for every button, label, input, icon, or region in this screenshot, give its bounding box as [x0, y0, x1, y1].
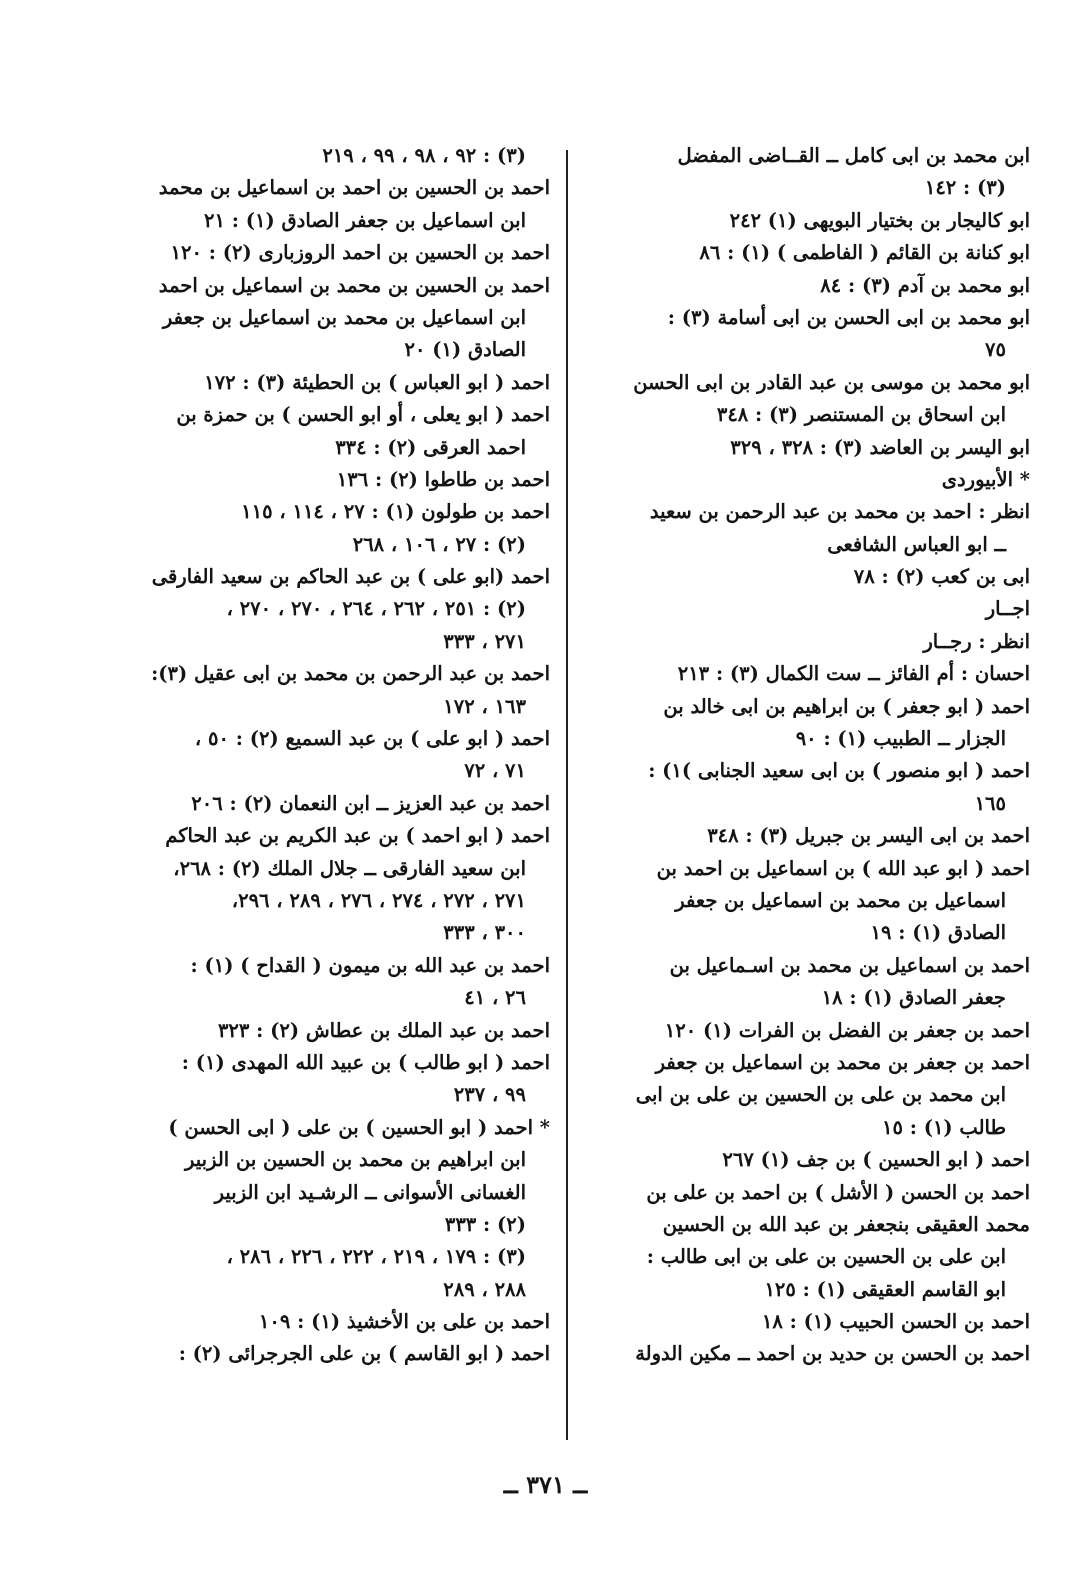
- left-column-line: (٢) : ٢٧ ، ١٠٦ ، ٢٦٨: [352, 532, 526, 556]
- left-column-line: ابن ابراهيم بن محمد بن الحسين بن الزبير: [185, 1148, 526, 1172]
- right-column-line: (٣) : ١٤٢: [924, 176, 1006, 200]
- right-column-line: ابى بن كعب (٢) : ٧٨: [853, 565, 1030, 589]
- left-column-line: ابن اسماعيل بن جعفر الصادق (١) : ٢١: [204, 208, 526, 232]
- left-column-line: ٣٠٠ ، ٣٣٣: [443, 921, 526, 945]
- right-column: [590, 140, 1030, 1371]
- left-column-line: احمد بن عبد الرحمن بن محمد بن ابى عقيل (٣):: [151, 662, 550, 686]
- left-column-line: احمد ( ابو طالب ) بن عبيد الله المهدى (١) :: [181, 1050, 550, 1074]
- right-column-line: انظر : رجــار: [923, 629, 1030, 653]
- right-column-line: الصادق (١) : ١٩: [870, 921, 1006, 945]
- left-column-line: ابن اسماعيل بن محمد بن اسماعيل بن جعفر: [162, 305, 526, 329]
- left-column-line: الصادق (١) ٢٠: [404, 338, 526, 362]
- left-column-line: * احمد ( ابو الحسين ) بن على ( ابى الحسن ): [168, 1115, 550, 1139]
- column-divider: [566, 150, 568, 1440]
- left-column-line: (٢) : ٢٥١ ، ٢٦٢ ، ٢٦٤ ، ٢٧٠ ، ٢٧٠ ،: [226, 597, 526, 621]
- left-column-line: احمد ( ابو القاسم ) بن على الجرجرائى (٢) :: [178, 1342, 550, 1366]
- right-column-line: احمد ( ابو الحسين ) بن جف (١) ٢٦٧: [722, 1148, 1030, 1172]
- right-column-line: احمد ( ابو عبد الله ) بن اسماعيل بن احمد بن: [656, 856, 1030, 880]
- left-column-line: ٧١ ، ٧٢: [464, 759, 526, 783]
- right-column-line: ابن اسحاق بن المستنصر (٣) : ٣٤٨: [716, 403, 1006, 427]
- right-column-line: احسان : أم الفائز ــ ست الكمال (٣) : ٢١٣: [677, 662, 1030, 686]
- right-column-line: ابو كاليجار بن بختيار البويهى (١) ٢٤٢: [729, 208, 1030, 232]
- left-column-line: احمد بن طاطوا (٢) : ١٣٦: [336, 467, 550, 491]
- right-column-line: ابو محمد بن موسى بن عبد القادر بن ابى الحسن: [633, 370, 1030, 394]
- left-column-line: احمد بن طولون (١) : ٢٧ ، ١١٤ ، ١١٥: [241, 500, 550, 524]
- left-column-line: احمد بن عبد الملك بن عطاش (٢) : ٣٢٣: [217, 1018, 550, 1042]
- left-column: [100, 140, 550, 1371]
- left-column-line: احمد (ابو على ) بن عبد الحاكم بن سعيد الفارقى: [151, 565, 550, 589]
- left-column-line: احمد بن عبد العزيز ــ ابن النعمان (٢) : ٢٠٦: [191, 791, 550, 815]
- left-column-line: (٣) : ٩٢ ، ٩٨ ، ٩٩ ، ٢١٩: [322, 144, 526, 167]
- right-column-line: محمد العقيقى بنجعفر بن عبد الله بن الحسين: [662, 1212, 1030, 1236]
- left-column-line: الغسانى الأسوانى ــ الرشـيد ابن الزبير: [214, 1180, 526, 1204]
- left-column-line: ٢٧١ ، ٣٣٣: [443, 629, 526, 653]
- left-column-line: احمد ( ابو العباس ) بن الحطيئة (٣) : ١٧٢: [204, 370, 550, 394]
- right-column-line: احمد بن ابى اليسر بن جبريل (٣) : ٣٤٨: [707, 824, 1030, 848]
- right-column-line: احمد بن الحسن ( الأشل ) بن احمد بن على بن: [646, 1180, 1030, 1204]
- right-column-line: انظر : احمد بن محمد بن عبد الرحمن بن سعيد: [649, 500, 1030, 524]
- left-column-line: ٢٦ ، ٤١: [464, 986, 526, 1010]
- left-column-line: ٢٨٨ ، ٢٨٩: [443, 1277, 526, 1301]
- right-column-line: احمد بن جعفر بن الفضل بن الفرات (١) ١٢٠: [664, 1018, 1030, 1042]
- right-column-line: ١٦٥: [974, 791, 1006, 815]
- right-column-line: احمد بن جعفر بن محمد بن اسماعيل بن جعفر: [655, 1050, 1030, 1074]
- left-column-line: (٢) : ٣٣٣: [444, 1212, 526, 1236]
- right-column-line: احمد بن اسماعيل بن محمد بن اسـماعيل بن: [669, 953, 1030, 977]
- left-column-line: احمد ( ابو احمد ) بن عبد الكريم بن عبد الحاكم: [165, 824, 550, 848]
- left-column-line: (٣) : ١٧٩ ، ٢١٩ ، ٢٢٢ ، ٢٢٦ ، ٢٨٦ ،: [226, 1245, 526, 1269]
- left-column-line: احمد بن الحسين بن احمد الروزبارى (٢) : ١٢٠: [170, 241, 550, 265]
- right-column-line: احمد ( ابو جعفر ) بن ابراهيم بن ابى خالد بن: [663, 694, 1030, 718]
- right-column-line: الجزار ــ الطبيب (١) : ٩٠: [795, 727, 1006, 751]
- right-column-line: ابن محمد بن على بن الحسين بن على بن ابى: [635, 1083, 1006, 1107]
- left-column-line: احمد بن على بن الأخشيذ (١) : ١٠٩: [258, 1310, 550, 1334]
- right-column-line: طالب (١) : ١٥: [881, 1115, 1006, 1139]
- right-column-line: * الأبيوردى: [941, 467, 1030, 491]
- left-column-line: ١٦٣ ، ١٧٢: [443, 694, 526, 718]
- left-column-line: احمد العرقى (٢) : ٣٣٤: [335, 435, 526, 459]
- left-column-line: ٢٧١ ، ٢٧٢ ، ٢٧٤ ، ٢٧٦ ، ٢٨٩ ، ٢٩٦،: [231, 888, 526, 912]
- page-number: ــ ٣٧١ ــ: [503, 1470, 588, 1499]
- right-column-line: ابو محمد بن ابى الحسن بن ابى أسامة (٣) :: [667, 305, 1030, 329]
- right-column-line: ابن محمد بن ابى كامل ــ القــاضى المفضل: [677, 144, 1030, 167]
- right-column-line: ابو كنانة بن القائم ( الفاطمى ) (١) : ٨٦: [699, 241, 1030, 265]
- left-column-line: احمد بن الحسين بن احمد بن اسماعيل بن محمد: [158, 176, 550, 200]
- right-column-line: ابو محمد بن آدم (٣) : ٨٤: [820, 273, 1030, 297]
- right-column-line: ابو القاسم العقيقى (١) : ١٢٥: [764, 1277, 1006, 1301]
- left-column-line: احمد بن الحسين بن محمد بن اسماعيل بن احمد: [158, 273, 550, 297]
- right-column-line: جعفر الصادق (١) : ١٨: [821, 986, 1006, 1010]
- right-column-line: ابن على بن الحسين بن على بن ابى طالب :: [646, 1245, 1006, 1269]
- left-column-line: ٩٩ ، ٢٣٧: [453, 1083, 526, 1107]
- left-column-line: احمد بن عبد الله بن ميمون ( القداح ) (١) :: [190, 953, 550, 977]
- right-column-line: اجــار: [985, 597, 1030, 621]
- right-column-line: ابو اليسر بن العاضد (٣) : ٣٢٨ ، ٣٢٩: [730, 435, 1030, 459]
- right-column-line: احمد بن الحسن بن حديد بن احمد ــ مكين الدولة: [635, 1342, 1030, 1366]
- right-column-line: اسماعيل بن محمد بن اسماعيل بن جعفر: [675, 888, 1006, 912]
- left-column-line: احمد ( ابو يعلى ، أو ابو الحسن ) بن حمزة بن: [176, 403, 550, 427]
- right-column-line: ٧٥: [985, 338, 1006, 362]
- left-column-line: احمد ( ابو على ) بن عبد السميع (٢) : ٥٠ ،: [194, 727, 550, 751]
- right-column-line: ــ ابو العباس الشافعى: [827, 532, 1006, 556]
- right-column-line: احمد ( ابو منصور ) بن ابى سعيد الجنابى )١) :: [648, 759, 1030, 783]
- left-column-line: ابن سعيد الفارقى ــ جلال الملك (٢) : ٢٦٨،: [173, 856, 526, 880]
- right-column-line: احمد بن الحسن الحبيب (١) : ١٨: [761, 1310, 1030, 1334]
